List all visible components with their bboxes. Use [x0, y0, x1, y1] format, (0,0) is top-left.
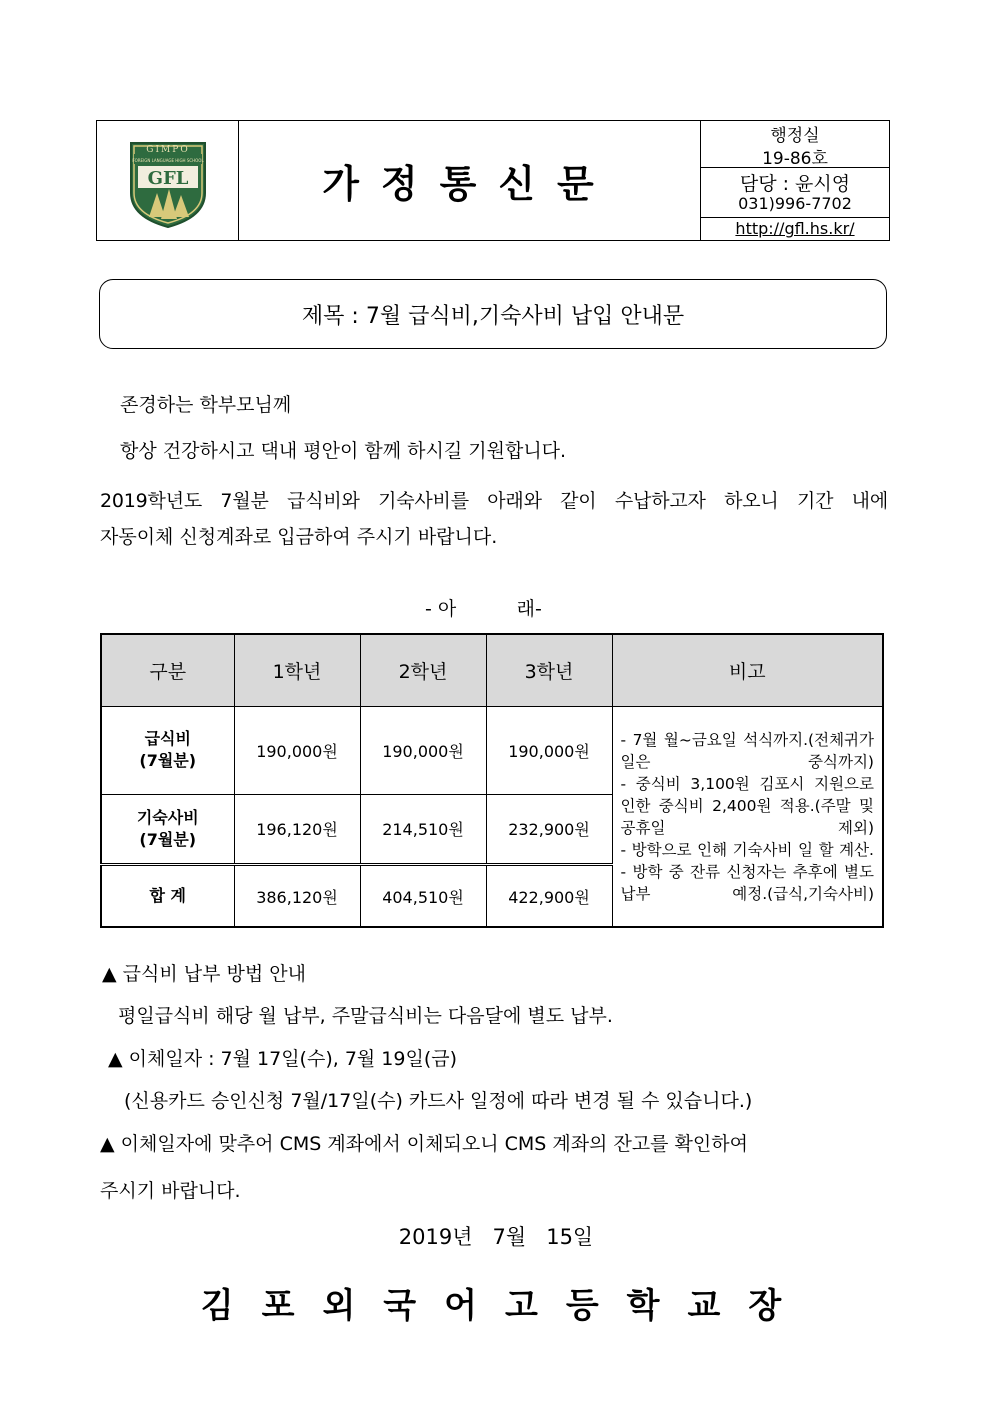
below-heading: - 아 래- — [425, 598, 542, 620]
table-cell: 190,000원 — [234, 707, 360, 795]
table-cell: 196,120원 — [234, 794, 360, 864]
page-title: 가정통신문 — [238, 121, 701, 240]
note-item: - 방학으로 인해 기숙사비 일 할 계산. — [620, 840, 874, 859]
table-cell: 404,510원 — [360, 865, 486, 927]
notes-cell — [612, 707, 883, 928]
header-grade-2: 2학년 — [360, 634, 486, 707]
note-item: - 7월 월~금요일 석식까지.(전체귀가일은 중식까지) — [620, 730, 874, 771]
header-category: 구분 — [101, 634, 234, 707]
table-cell: 232,900원 — [486, 794, 612, 864]
note-item: - 중식비 3,100원 김포시 지원으로 인한 중식비 2,400원 적용.(주말 및 공휴일 제외) — [620, 774, 874, 837]
table-cell: 422,900원 — [486, 865, 612, 927]
table-row — [101, 707, 883, 795]
logo-cell — [97, 121, 239, 240]
row-label: 기숙사비 (7월분) — [101, 794, 234, 864]
body-line-2: 자동이체 신청계좌로 입금하여 주시기 바랍니다. — [100, 526, 498, 548]
fee-table — [100, 633, 884, 928]
method-text: 평일급식비 해당 월 납부, 주말급식비는 다음달에 별도 납부. — [118, 1005, 613, 1027]
logo-sub-text: FOREIGN LANGUAGE HIGH SCHOOL — [132, 158, 204, 163]
divider — [701, 167, 889, 168]
note-item: - 방학 중 잔류 신청자는 추후에 별도 납부 예정.(급식,기숙사비) — [620, 862, 874, 903]
wish-text: 항상 건강하시고 댁내 평안이 함께 하시길 기원합니다. — [120, 440, 567, 462]
divider — [701, 217, 889, 218]
table-cell: 190,000원 — [360, 707, 486, 795]
school-name: 김포외국어고등학교장 — [200, 1286, 810, 1326]
table-cell: 214,510원 — [360, 794, 486, 864]
office-info — [701, 121, 889, 240]
body-line-1: 2019학년도 7월분 급식비와 기숙사비를 아래와 같이 수납하고자 하오니 기간 내에 — [100, 490, 888, 512]
school-website-link[interactable]: http://gfl.hs.kr/ — [735, 219, 855, 238]
contact-person: 담당 : 윤시영 — [739, 173, 851, 195]
header-notes: 비고 — [612, 634, 883, 707]
row-label-total: 합 계 — [101, 865, 234, 927]
transfer-dates: ▲ 이체일자 : 7월 17일(수), 7월 19일(금) — [108, 1048, 458, 1070]
header-grade-3: 3학년 — [486, 634, 612, 707]
office-label: 행정실 — [770, 126, 820, 146]
card-note: (신용카드 승인신청 7월/17일(수) 카드사 일정에 따라 변경 될 수 있습니다.) — [124, 1090, 753, 1112]
school-logo — [97, 121, 238, 240]
phone-number: 031)996-7702 — [738, 194, 852, 213]
cms-line-1: ▲ 이체일자에 맞추어 CMS 계좌에서 이체되오니 CMS 계좌의 잔고를 확인하여 — [100, 1133, 748, 1155]
header-grade-1: 1학년 — [234, 634, 360, 707]
logo-top-text: GIMPO — [146, 145, 190, 155]
method-heading: ▲ 급식비 납부 방법 안내 — [102, 963, 306, 985]
table-cell: 386,120원 — [234, 865, 360, 927]
cms-line-2: 주시기 바랍니다. — [100, 1180, 241, 1202]
document-header — [96, 120, 890, 241]
issue-date: 2019년 7월 15일 — [398, 1225, 594, 1249]
table-cell: 190,000원 — [486, 707, 612, 795]
logo-mark-text: GFL — [147, 168, 189, 189]
greeting: 존경하는 학부모님께 — [120, 394, 292, 416]
subject-box: 제목 : 7월 급식비,기숙사비 납입 안내문 — [99, 279, 887, 349]
row-label: 급식비 (7월분) — [101, 707, 234, 795]
document-number: 19-86호 — [762, 149, 828, 169]
